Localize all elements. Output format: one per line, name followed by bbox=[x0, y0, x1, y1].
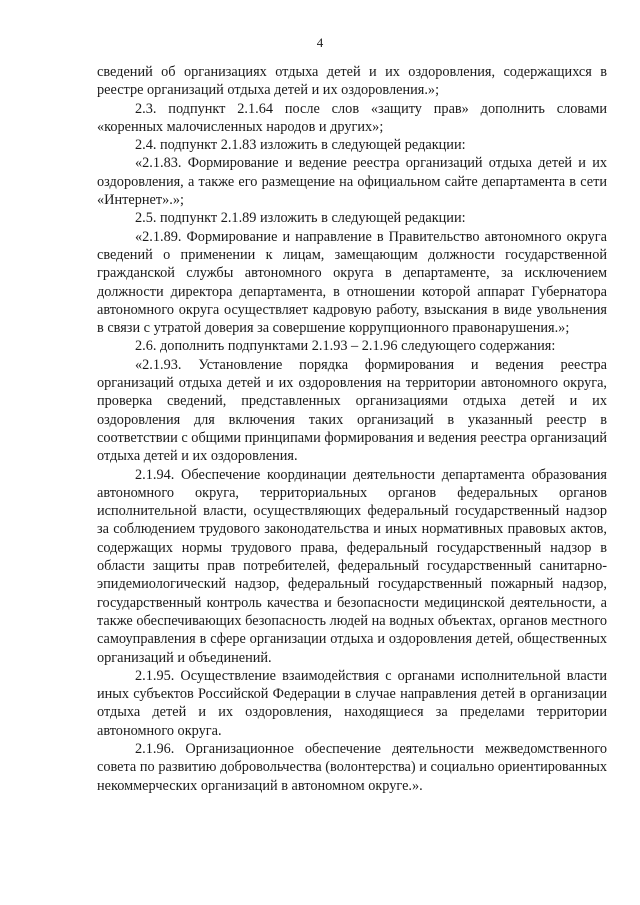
paragraph: 2.4. подпункт 2.1.83 изложить в следующей редакции: bbox=[135, 137, 466, 154]
paragraph: 2.5. подпункт 2.1.89 изложить в следующей редакции: bbox=[135, 210, 466, 227]
paragraph: 2.3. подпункт 2.1.64 после слов «защиту прав» дополнить словами «коренных малочисленных народов и других»; bbox=[97, 100, 607, 135]
paragraph: «2.1.83. Формирование и ведение реестра организаций отдыха детей и их оздоровления, а также его размещение на официальном сайте департамента в сети «Интернет».»; bbox=[97, 155, 607, 209]
paragraph: 2.1.95. Осуществление взаимодействия с органами исполнительной власти иных субъектов Российской Федерации в случае направления детей в организации отдыха детей и их оздоровления, находящиеся за пределами территории автономного округа. bbox=[97, 667, 607, 739]
paragraph: 2.6. дополнить подпунктами 2.1.93 – 2.1.96 следующего содержания: bbox=[135, 338, 556, 355]
page-number: 4 bbox=[316, 35, 324, 50]
body-text bbox=[97, 63, 607, 795]
paragraph: «2.1.93. Установление порядка формирования и ведения реестра организаций отдыха детей и их оздоровления на территории автономного округа, проверка сведений, представленных организациями отдыха детей и их оздоровления для включения таких организаций в указанный реестр в соответствии с общими принципами формирования и ведения реестра организаций отдыха детей и их оздоровления. bbox=[97, 356, 607, 465]
paragraph: сведений об организациях отдыха детей и их оздоровления, содержащихся в реестре организаций отдыха детей и их оздоровления.»; bbox=[97, 64, 607, 99]
paragraph: «2.1.89. Формирование и направление в Правительство автономного округа сведений о применении к лицам, замещающим должности государственной гражданской службы автономного округа в департаменте, за исключением должности директора департамента, в отношении которой аппарат Губернатора автономного округа осуществляет кадровую работу, взыскания в виде увольнения в связи с утратой доверия за совершение коррупционного правонарушения.»; bbox=[97, 228, 607, 337]
paragraph: 2.1.94. Обеспечение координации деятельности департамента образования автономного округа, территориальных органов федеральных органов исполнительной власти, осуществляющих федеральный государственный надзор за соблюдением трудового законодательства и иных нормативных правовых актов, содержащих нормы трудового права, федеральный государственный надзор в области защиты прав потребителей, федеральный государственный санитарно-эпидемиологический надзор, федеральный государственный пожарный надзор, государственный контроль качества и безопасности медицинской деятельности, а также обеспечивающих безопасность людей на водных объектах, органов местного самоуправления в сфере организации отдыха и оздоровления детей, общественных организаций и объединений. bbox=[97, 466, 607, 666]
paragraph: 2.1.96. Организационное обеспечение деятельности межведомственного совета по развитию добровольчества (волонтерства) и социально ориентированных некоммерческих организаций в автономном округе.». bbox=[97, 740, 607, 794]
